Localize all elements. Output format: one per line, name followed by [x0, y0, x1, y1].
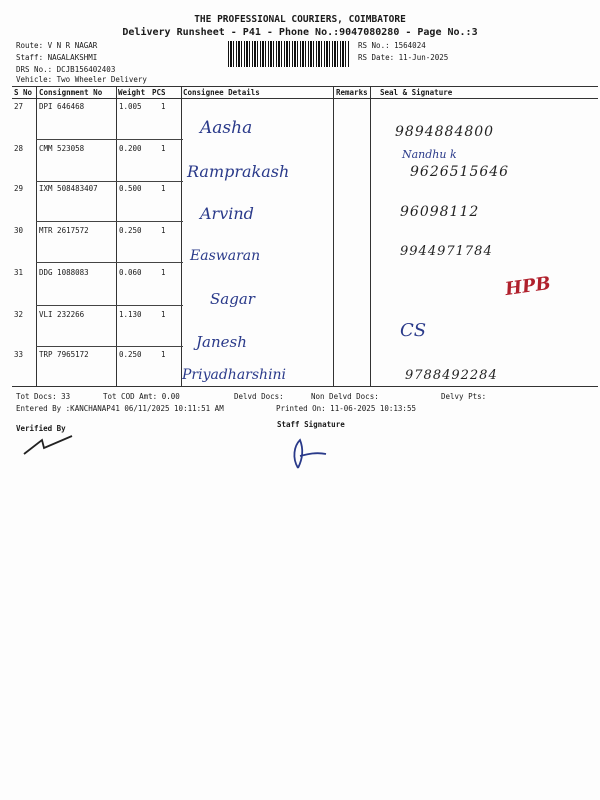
- row-seal-phone: 9944971784: [400, 244, 493, 259]
- row-weight: 0.060: [119, 268, 142, 277]
- col-header-remarks: Remarks: [336, 88, 368, 97]
- row-seal-phone: 96098112: [400, 204, 480, 220]
- company-title: THE PROFESSIONAL COURIERS, COIMBATORE: [194, 14, 406, 25]
- col-header-pcs: PCS: [152, 88, 166, 97]
- row-consignee-signature: Easwaran: [190, 248, 261, 264]
- rs-date-label: RS Date: 11-Jun-2025: [358, 53, 449, 62]
- row-pcs: 1: [161, 350, 166, 359]
- row-consignee-signature: Arvind: [200, 204, 254, 223]
- col-header-consignment: Consignment No: [39, 88, 103, 97]
- receiver-name-handwritten: Nandhu k: [402, 148, 457, 161]
- row-sno: 27: [14, 102, 24, 111]
- row-consignment-no: CMM 523058: [39, 144, 85, 153]
- row-pcs: 1: [161, 310, 166, 319]
- row-consignee-signature: Janesh: [196, 333, 247, 351]
- row-consignment-no: MTR 2617572: [39, 226, 89, 235]
- row-weight: 1.005: [119, 102, 142, 111]
- staff-signature-mark: [284, 432, 334, 472]
- row-sno: 31: [14, 268, 24, 277]
- row-sno: 33: [14, 350, 24, 359]
- col-header-sno: S No: [14, 88, 33, 97]
- priyadharshini-signature: Priyadharshini: [182, 367, 287, 383]
- delivery-points: Delvy Pts:: [441, 392, 487, 401]
- row-weight: 0.250: [119, 350, 142, 359]
- row-seal-phone: 9626515646: [410, 164, 510, 180]
- vehicle-label: Vehicle: Two Wheeler Delivery: [16, 75, 147, 84]
- total-cod-amount: Tot COD Amt: 0.00: [103, 392, 180, 401]
- verified-by-label: Verified By: [16, 424, 66, 433]
- row-consignment-no: VLI 232266: [39, 310, 85, 319]
- row-consignee-signature: Ramprakash: [187, 162, 290, 181]
- row-consignment-no: DPI 646468: [39, 102, 85, 111]
- row-consignment-no: IXM 508483407: [39, 184, 98, 193]
- row-weight: 0.250: [119, 226, 142, 235]
- row-sno: 28: [14, 144, 24, 153]
- row-weight: 0.200: [119, 144, 142, 153]
- runsheet-subtitle: Delivery Runsheet - P41 - Phone No.:9047080280 - Page No.:3: [122, 27, 478, 38]
- row-weight: 0.500: [119, 184, 142, 193]
- total-docs: Tot Docs: 33: [16, 392, 71, 401]
- row-pcs: 1: [161, 268, 166, 277]
- col-header-seal-signature: Seal & Signature: [380, 88, 453, 97]
- row-pcs: 1: [161, 144, 166, 153]
- rs-no-label: RS No.: 1564024: [358, 41, 426, 50]
- verified-by-signature: [20, 430, 80, 460]
- entered-by: Entered By :KANCHANAP41 06/11/2025 10:11:51 AM: [16, 404, 224, 413]
- row-consignment-no: DDG 1088083: [39, 268, 89, 277]
- hpb-red-stamp: HPB: [503, 272, 553, 301]
- non-delivered-docs: Non Delvd Docs:: [311, 392, 379, 401]
- row-pcs: 1: [161, 226, 166, 235]
- route-label: Route: V N R NAGAR: [16, 41, 98, 50]
- row-sno: 30: [14, 226, 24, 235]
- printed-on: Printed On: 11-06-2025 10:13:55: [276, 404, 416, 413]
- delivered-docs: Delvd Docs:: [234, 392, 284, 401]
- row-sno: 29: [14, 184, 24, 193]
- row-consignee-signature: Sagar: [210, 290, 255, 308]
- barcode-image: [228, 41, 350, 67]
- row-sno: 32: [14, 310, 24, 319]
- staff-signature-label: Staff Signature: [277, 420, 345, 429]
- col-header-weight: Weight: [118, 88, 146, 97]
- col-header-consignee: Consignee Details: [183, 88, 260, 97]
- row-pcs: 1: [161, 102, 166, 111]
- row-pcs: 1: [161, 184, 166, 193]
- cs-signature: CS: [400, 320, 427, 341]
- row-weight: 1.130: [119, 310, 142, 319]
- row-consignee-signature: Aasha: [200, 118, 253, 138]
- row-seal-phone: 9894884800: [395, 124, 495, 140]
- row-consignment-no: TRP 7965172: [39, 350, 89, 359]
- last-phone-handwritten: 9788492284: [405, 368, 498, 383]
- drs-label: DRS No.: DCJB156402403: [16, 65, 116, 74]
- staff-label: Staff: NAGALAKSHMI: [16, 53, 98, 62]
